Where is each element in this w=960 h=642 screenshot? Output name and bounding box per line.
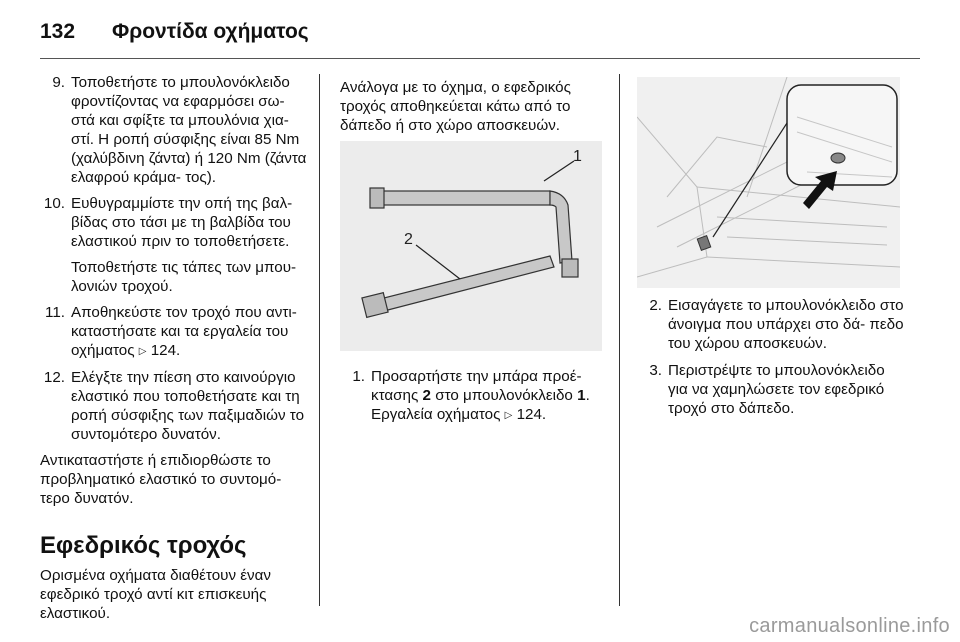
part-ref-2: 2 — [422, 387, 431, 404]
detail-inset — [787, 85, 897, 185]
step-11 — [40, 303, 308, 361]
header-divider — [40, 58, 920, 59]
callout-line-1 — [544, 161, 574, 181]
extension-bar — [362, 256, 554, 317]
middle-column — [340, 78, 602, 142]
step-number: 12. — [43, 369, 65, 386]
step-9 — [40, 73, 308, 187]
page-header — [40, 20, 920, 50]
replace-tyre-note: Αντικαταστήστε ή επιδιορθώστε το προβληματικό ελαστικό το συντομό- τερο δυνατόν. — [40, 452, 282, 507]
step-text-part: . Εργαλεία οχήματος — [371, 387, 590, 423]
step-text: Ελέγξτε την πίεση στο καινούργιο ελαστικό που τοποθετήσατε και τη ροπή σύσφιξης των παξιμαδιών το συντομότερο δυνατόν. — [71, 369, 305, 443]
watermark: carmanualsonline.info — [749, 615, 950, 637]
section-heading-spare-wheel: Εφεδρικός τροχός — [40, 532, 247, 559]
step-text: Περιστρέψτε το μπουλονόκλειδο για να χαμηλώσετε τον εφεδρικό τροχό στο δάπεδο. — [668, 362, 885, 417]
page-ref-arrow-icon: ▷ — [138, 346, 147, 357]
page-title: Φροντίδα οχήματος — [112, 20, 309, 43]
step-10 — [40, 194, 308, 296]
column-divider-right — [619, 74, 620, 606]
luggage-compartment-illustration — [637, 77, 900, 288]
page-ref-arrow-icon: ▷ — [504, 410, 513, 421]
callout-label-2: 2 — [404, 231, 413, 248]
trunk-drawing — [637, 77, 900, 288]
step-number: 2. — [649, 297, 662, 314]
column-divider-left — [319, 74, 320, 606]
step-number: 1. — [352, 368, 365, 385]
step-text: Ευθυγραμμίστε την οπή της βαλ- βίδας στο τάσι με τη βαλβίδα του ελαστικού πριν το τοποθετήσετε. — [71, 195, 293, 250]
step-text: Τοποθετήστε τις τάπες των μπου- λονιών τροχού. — [71, 259, 297, 295]
tools-drawing — [340, 141, 602, 351]
step-text: Εισαγάγετε το μπουλονόκλειδο στο άνοιγμα που υπάρχει στο δά- πεδο του χώρου αποσκευών. — [668, 297, 904, 352]
step-number: 10. — [43, 195, 65, 212]
step-number: 9. — [52, 74, 65, 91]
step-text — [71, 303, 308, 361]
step-1 — [340, 367, 602, 425]
section-intro: Ορισμένα οχήματα διαθέτουν έναν εφεδρικό τροχό αντί κιτ επισκευής ελαστικού. — [40, 567, 272, 622]
step-text-body: Αποθηκεύστε τον τροχό που αντι- καταστήσατε και τα εργαλεία του οχήματος — [71, 304, 297, 359]
part-ref-1: 1 — [577, 387, 586, 404]
step-number: 11. — [45, 304, 65, 321]
step-text-part: Προσαρτήστε την μπάρα προέ- κτασης — [371, 368, 582, 404]
step-number: 3. — [649, 362, 662, 379]
storage-intro: Ανάλογα με το όχημα, ο εφεδρικός τροχός αποθηκεύεται κάτω από το δάπεδο ή στο χώρο αποσκευών. — [340, 79, 571, 134]
step-text: Τοποθετήστε το μπουλονόκλειδο φροντίζοντας να εφαρμόσει σω- στά και σφίξτε τα μπουλόνια χια- στί. Η ροπή σύσφιξης είναι 85 Nm (χαλύβδινη ζάντα) ή 120 Nm (ζάντα ελαφρού κράμα- τος). — [71, 74, 307, 186]
step-3 — [637, 361, 905, 418]
step-text — [371, 367, 602, 425]
wrench-extension-illustration — [340, 141, 602, 351]
page-ref-link[interactable]: 124. — [150, 342, 181, 359]
left-column — [40, 73, 308, 630]
page-ref-link[interactable]: 124. — [516, 406, 547, 423]
callout-line-2 — [416, 245, 460, 279]
step-12 — [40, 368, 308, 444]
callout-label-1: 1 — [573, 148, 582, 165]
detail-opening — [831, 153, 845, 163]
page-number: 132 — [40, 20, 76, 43]
right-column — [637, 296, 905, 426]
middle-column-steps — [340, 367, 602, 432]
step-text-part: στο μπουλονόκλειδο — [430, 387, 578, 404]
step-2 — [637, 296, 905, 353]
